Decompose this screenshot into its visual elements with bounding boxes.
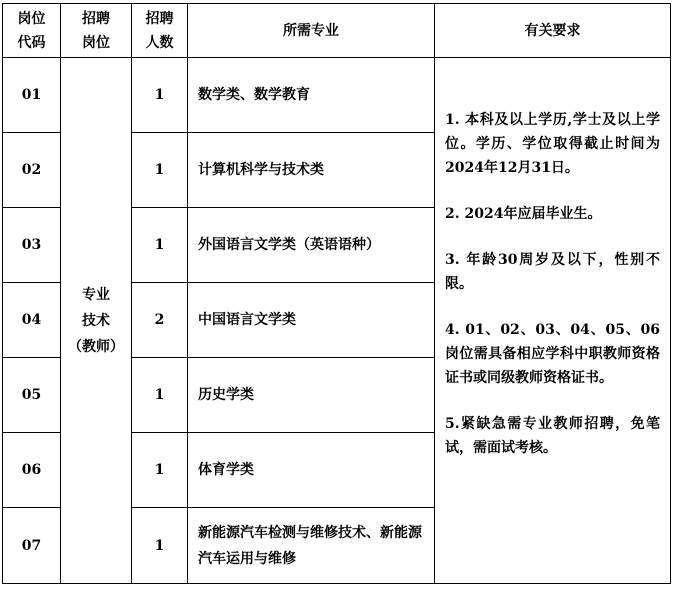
cell-count: 1 bbox=[132, 133, 188, 208]
header-code bbox=[3, 4, 61, 58]
requirement-3: 3. 年龄30周岁及以下，性别不限。 bbox=[445, 252, 660, 292]
cell-count: 2 bbox=[132, 283, 188, 358]
cell-count: 1 bbox=[132, 358, 188, 433]
header-code-line-2: 代码 bbox=[17, 34, 46, 51]
table-row bbox=[3, 58, 671, 133]
requirement-4: 4. 01、02、03、04、05、06岗位需具备相应学科中职教师资格证书或同级教师资格证书。 bbox=[445, 322, 660, 386]
cell-major: 新能源汽车检测与维修技术、新能源汽车运用与维修 bbox=[188, 508, 435, 584]
cell-position bbox=[61, 58, 132, 584]
position-line-2: 技术 bbox=[82, 312, 110, 329]
cell-major: 中国语言文学类 bbox=[188, 283, 435, 358]
header-count bbox=[132, 4, 188, 58]
header-major: 所需专业 bbox=[188, 4, 435, 58]
cell-major: 计算机科学与技术类 bbox=[188, 133, 435, 208]
table-header-row bbox=[3, 4, 671, 58]
cell-code: 03 bbox=[3, 208, 61, 283]
requirement-1: 1. 本科及以上学历,学士及以上学位。学历、学位取得截止时间为2024年12月31日。 bbox=[445, 112, 660, 176]
cell-major: 外国语言文学类（英语语种） bbox=[188, 208, 435, 283]
cell-count: 1 bbox=[132, 208, 188, 283]
position-line-1: 专业 bbox=[82, 286, 110, 303]
cell-count: 1 bbox=[132, 433, 188, 508]
header-code-line-1: 岗位 bbox=[17, 10, 46, 27]
cell-code: 05 bbox=[3, 358, 61, 433]
cell-count: 1 bbox=[132, 58, 188, 133]
cell-major: 数学类、数学教育 bbox=[188, 58, 435, 133]
cell-major: 历史学类 bbox=[188, 358, 435, 433]
requirement-2: 2. 2024年应届毕业生。 bbox=[445, 206, 602, 222]
cell-major: 体育学类 bbox=[188, 433, 435, 508]
cell-code: 06 bbox=[3, 433, 61, 508]
recruitment-table bbox=[2, 3, 671, 584]
cell-code: 02 bbox=[3, 133, 61, 208]
cell-count: 1 bbox=[132, 508, 188, 584]
cell-requirements bbox=[435, 58, 671, 584]
cell-code: 04 bbox=[3, 283, 61, 358]
header-requirements: 有关要求 bbox=[435, 4, 671, 58]
header-position bbox=[61, 4, 132, 58]
header-position-line-2: 岗位 bbox=[82, 34, 110, 51]
header-count-line-1: 招聘 bbox=[145, 10, 174, 27]
header-count-line-2: 人数 bbox=[145, 34, 174, 51]
cell-code: 01 bbox=[3, 58, 61, 133]
position-line-3: （教师） bbox=[68, 338, 124, 355]
header-position-line-1: 招聘 bbox=[82, 10, 110, 27]
requirement-5: 5.紧缺急需专业教师招聘，免笔试，需面试考核。 bbox=[445, 416, 660, 456]
cell-code: 07 bbox=[3, 508, 61, 584]
